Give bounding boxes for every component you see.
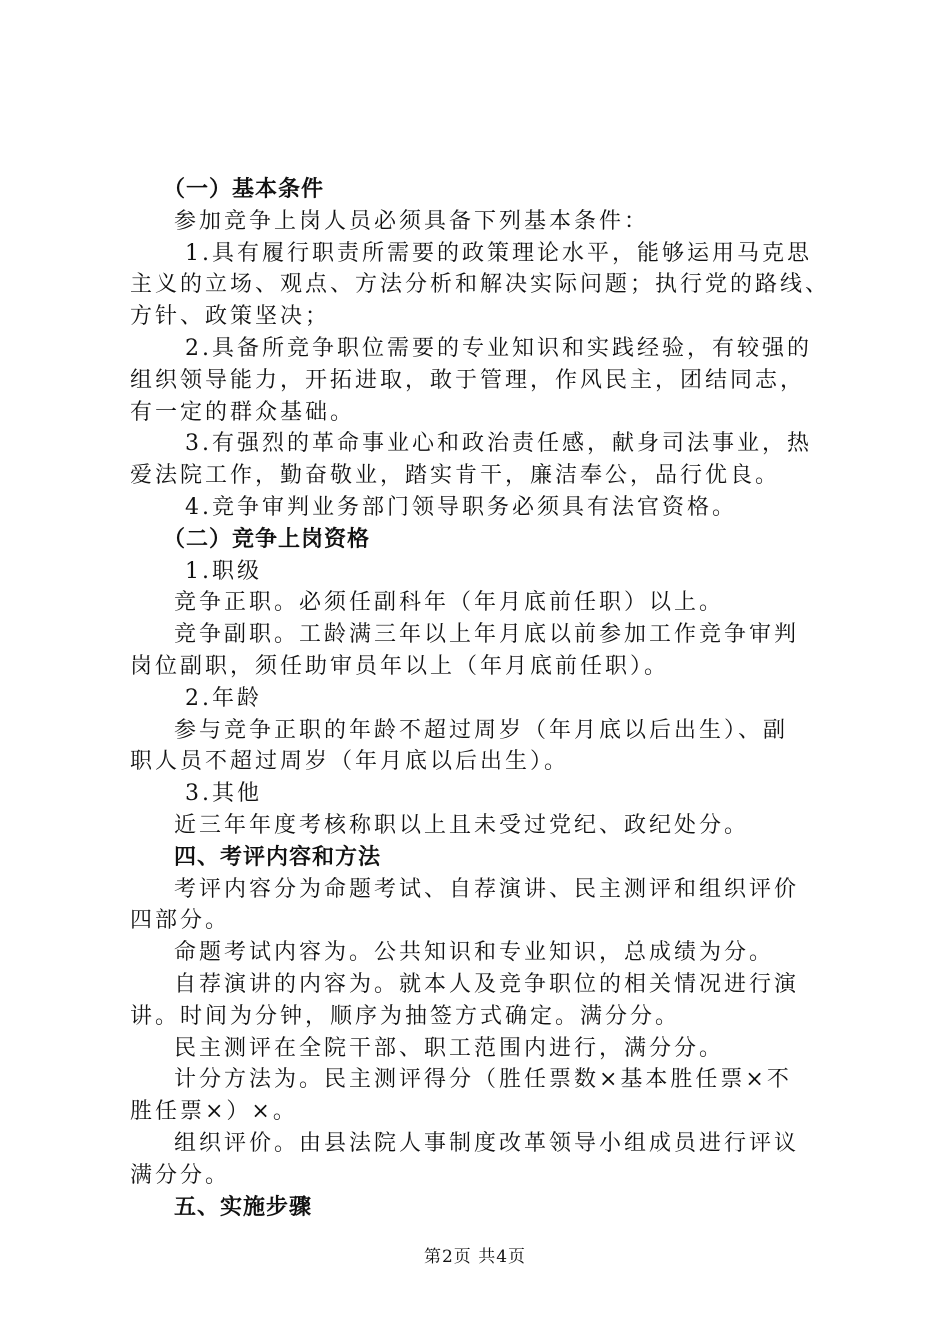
paragraph-line: 2.具备所竞争职位需要的专业知识和实践经验，有较强的 xyxy=(185,335,812,361)
subheading-other: 3.其他 xyxy=(185,781,262,807)
paragraph-line: 讲。时间为分钟，顺序为抽签方式确定。满分分。 xyxy=(130,1003,681,1029)
section-heading-evaluation: 四、考评内容和方法 xyxy=(174,844,382,870)
paragraph-line: 满分分。 xyxy=(130,1162,231,1188)
paragraph-line: 胜任票×）×。 xyxy=(130,1099,298,1125)
document-body xyxy=(130,174,830,1223)
section-heading-basic-conditions: （一）基本条件 xyxy=(163,177,325,202)
paragraph-line: 1.具有履行职责所需要的政策理论水平，能够运用马克思 xyxy=(185,240,812,266)
paragraph-line: 命题考试内容为。公共知识和专业知识，总成绩为分。 xyxy=(174,940,775,966)
paragraph-line: 3.有强烈的革命事业心和政治责任感，献身司法事业，热 xyxy=(185,431,812,457)
section-heading-implementation: 五、实施步骤 xyxy=(174,1194,313,1220)
page-number-footer: 第2页 共4页 xyxy=(423,1247,527,1267)
paragraph-line: 计分方法为。民主测评得分（胜任票数×基本胜任票×不 xyxy=(174,1067,792,1093)
paragraph-line: 组织领导能力，开拓进取，敢于管理，作风民主，团结同志， xyxy=(130,367,806,393)
section-heading-qualifications: （二）竞争上岗资格 xyxy=(163,526,371,552)
paragraph-line: 考评内容分为命题考试、自荐演讲、民主测评和组织评价 xyxy=(174,876,800,902)
paragraph-line: 自荐演讲的内容为。就本人及竞争职位的相关情况进行演 xyxy=(174,971,800,997)
paragraph-line: 职人员不超过周岁（年月底以后出生）。 xyxy=(130,749,570,775)
subheading-age: 2.年龄 xyxy=(185,685,262,711)
paragraph-line: 竞争副职。工龄满三年以上年月底以前参加工作竞争审判 xyxy=(174,622,800,648)
paragraph-line: 民主测评在全院干部、职工范围内进行，满分分。 xyxy=(174,1035,725,1061)
paragraph-line: 组织评价。由县法院人事制度改革领导小组成员进行评议 xyxy=(174,1130,800,1156)
paragraph-line: 方针、政策坚决； xyxy=(130,304,331,330)
paragraph-line: 主义的立场、观点、方法分析和解决实际问题；执行党的路线、 xyxy=(130,272,830,298)
paragraph-line: 竞争正职。必须任副科年（年月底前任职）以上。 xyxy=(174,590,725,616)
subheading-rank: 1.职级 xyxy=(185,558,262,584)
paragraph-line: 参加竞争上岗人员必须具备下列基本条件： xyxy=(174,208,650,234)
paragraph-line: 爱法院工作，勤奋敬业，踏实肯干，廉洁奉公，品行优良。 xyxy=(130,463,781,489)
paragraph-line: 近三年年度考核称职以上且未受过党纪、政纪处分。 xyxy=(174,812,750,838)
paragraph-line: 4.竞争审判业务部门领导职务必须具有法官资格。 xyxy=(185,494,737,520)
paragraph-line: 参与竞争正职的年龄不超过周岁（年月底以后出生）、副 xyxy=(174,717,789,743)
paragraph-line: 四部分。 xyxy=(130,908,231,934)
paragraph-line: 岗位副职，须任助审员年以上（年月底前任职）。 xyxy=(130,653,670,679)
paragraph-line: 有一定的群众基础。 xyxy=(130,399,356,425)
